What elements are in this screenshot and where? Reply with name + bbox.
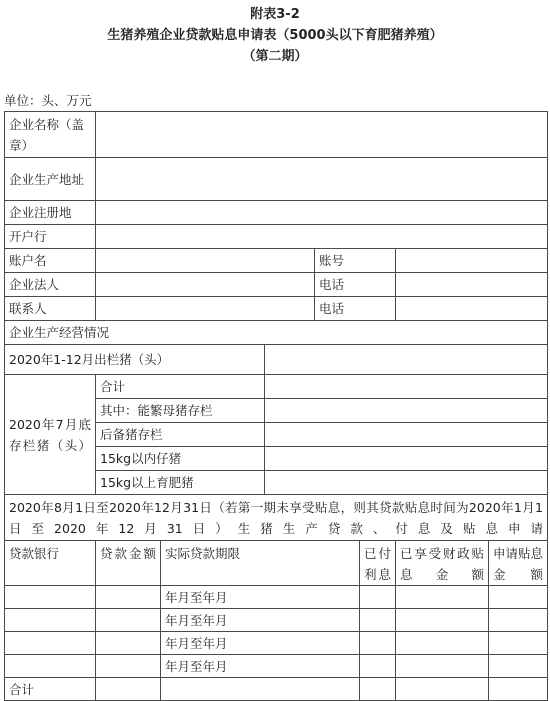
company-registered-field[interactable] <box>96 201 548 225</box>
loan-header-subsidy-requested: 申请贴息金额 <box>489 541 548 586</box>
legal-phone-label: 电话 <box>315 273 396 297</box>
contact-phone-field[interactable] <box>396 297 548 321</box>
loan-subsidy-requested-field[interactable] <box>489 655 548 678</box>
operations-section-label: 企业生产经营情况 <box>5 321 548 345</box>
unit-label: 单位：头、万元 <box>4 93 92 108</box>
loan-interest-field[interactable] <box>360 586 396 609</box>
stock-row-label: 合计 <box>96 375 265 399</box>
legal-person-label: 企业法人 <box>5 273 96 297</box>
loan-subsidy-requested-field[interactable] <box>489 586 548 609</box>
loan-period-cell[interactable]: 年月至年月 <box>161 632 360 655</box>
loan-amount-field[interactable] <box>96 586 161 609</box>
stock-row-label: 15kg以内仔猪 <box>96 447 265 471</box>
loan-bank-field[interactable] <box>5 586 96 609</box>
contact-label: 联系人 <box>5 297 96 321</box>
loan-period-cell[interactable]: 年月至年月 <box>161 586 360 609</box>
stock-piglets-field[interactable] <box>265 447 548 471</box>
loan-amount-field[interactable] <box>96 655 161 678</box>
stock-row-label: 后备猪存栏 <box>96 423 265 447</box>
loan-bank-field[interactable] <box>5 632 96 655</box>
company-registered-label: 企业注册地 <box>5 201 96 225</box>
loan-total-label: 合计 <box>5 678 96 701</box>
contact-phone-label: 电话 <box>315 297 396 321</box>
account-number-field[interactable] <box>396 249 548 273</box>
account-name-label: 账户名 <box>5 249 96 273</box>
loan-interest-field[interactable] <box>360 632 396 655</box>
company-address-field[interactable] <box>96 158 548 201</box>
company-name-field[interactable] <box>96 112 548 158</box>
loan-section-label: 2020年8月1日至2020年12月31日（若第一期未享受贴息，则其贷款贴息时间为2020年1月1日至2020年12月31日）生猪生产贷款、付息及贴息申请 <box>5 495 548 541</box>
stock-total-field[interactable] <box>265 375 548 399</box>
loan-total-amount-field[interactable] <box>96 678 161 701</box>
loan-period-cell[interactable]: 年月至年月 <box>161 609 360 632</box>
stock-row-label: 15kg以上育肥猪 <box>96 471 265 495</box>
company-address-label: 企业生产地址 <box>5 158 96 201</box>
loan-subsidy-received-field[interactable] <box>396 609 489 632</box>
loan-header-interest-paid: 已付利息 <box>360 541 396 586</box>
company-name-label: 企业名称（盖章） <box>5 112 96 158</box>
loan-interest-field[interactable] <box>360 655 396 678</box>
loan-total-period-field[interactable] <box>161 678 360 701</box>
account-number-label: 账号 <box>315 249 396 273</box>
loan-header-bank: 贷款银行 <box>5 541 96 586</box>
form-subtitle-phase: （第二期） <box>242 49 308 64</box>
loan-header-subsidy-received: 已享受财政贴息金额 <box>396 541 489 586</box>
shipped-pigs-field[interactable] <box>265 345 548 375</box>
bank-field[interactable] <box>96 225 548 249</box>
loan-total-subsidy-received-field[interactable] <box>396 678 489 701</box>
loan-bank-field[interactable] <box>5 655 96 678</box>
loan-amount-field[interactable] <box>96 632 161 655</box>
loan-header-period: 实际贷款期限 <box>161 541 360 586</box>
loan-subsidy-received-field[interactable] <box>396 632 489 655</box>
shipped-pigs-label: 2020年1-12月出栏猪（头） <box>5 345 265 375</box>
legal-person-field[interactable] <box>96 273 315 297</box>
stock-sows-field[interactable] <box>265 399 548 423</box>
loan-subsidy-received-field[interactable] <box>396 586 489 609</box>
application-form-table <box>4 111 548 701</box>
stock-reserve-field[interactable] <box>265 423 548 447</box>
form-title-appendix: 附表3-2 <box>250 7 300 22</box>
loan-interest-field[interactable] <box>360 609 396 632</box>
stock-fattening-field[interactable] <box>265 471 548 495</box>
contact-field[interactable] <box>96 297 315 321</box>
loan-subsidy-requested-field[interactable] <box>489 632 548 655</box>
loan-amount-field[interactable] <box>96 609 161 632</box>
stock-row-label: 其中：能繁母猪存栏 <box>96 399 265 423</box>
loan-header-amount: 贷款金额 <box>96 541 161 586</box>
legal-phone-field[interactable] <box>396 273 548 297</box>
loan-bank-field[interactable] <box>5 609 96 632</box>
form-title: 生猪养殖企业贷款贴息申请表（5000头以下育肥猪养殖） <box>107 28 443 43</box>
bank-label: 开户行 <box>5 225 96 249</box>
loan-total-interest-field[interactable] <box>360 678 396 701</box>
loan-total-subsidy-requested-field[interactable] <box>489 678 548 701</box>
loan-period-cell[interactable]: 年月至年月 <box>161 655 360 678</box>
loan-subsidy-received-field[interactable] <box>396 655 489 678</box>
account-name-field[interactable] <box>96 249 315 273</box>
loan-subsidy-requested-field[interactable] <box>489 609 548 632</box>
stock-pigs-label: 2020年7月底存栏猪（头） <box>5 375 96 495</box>
